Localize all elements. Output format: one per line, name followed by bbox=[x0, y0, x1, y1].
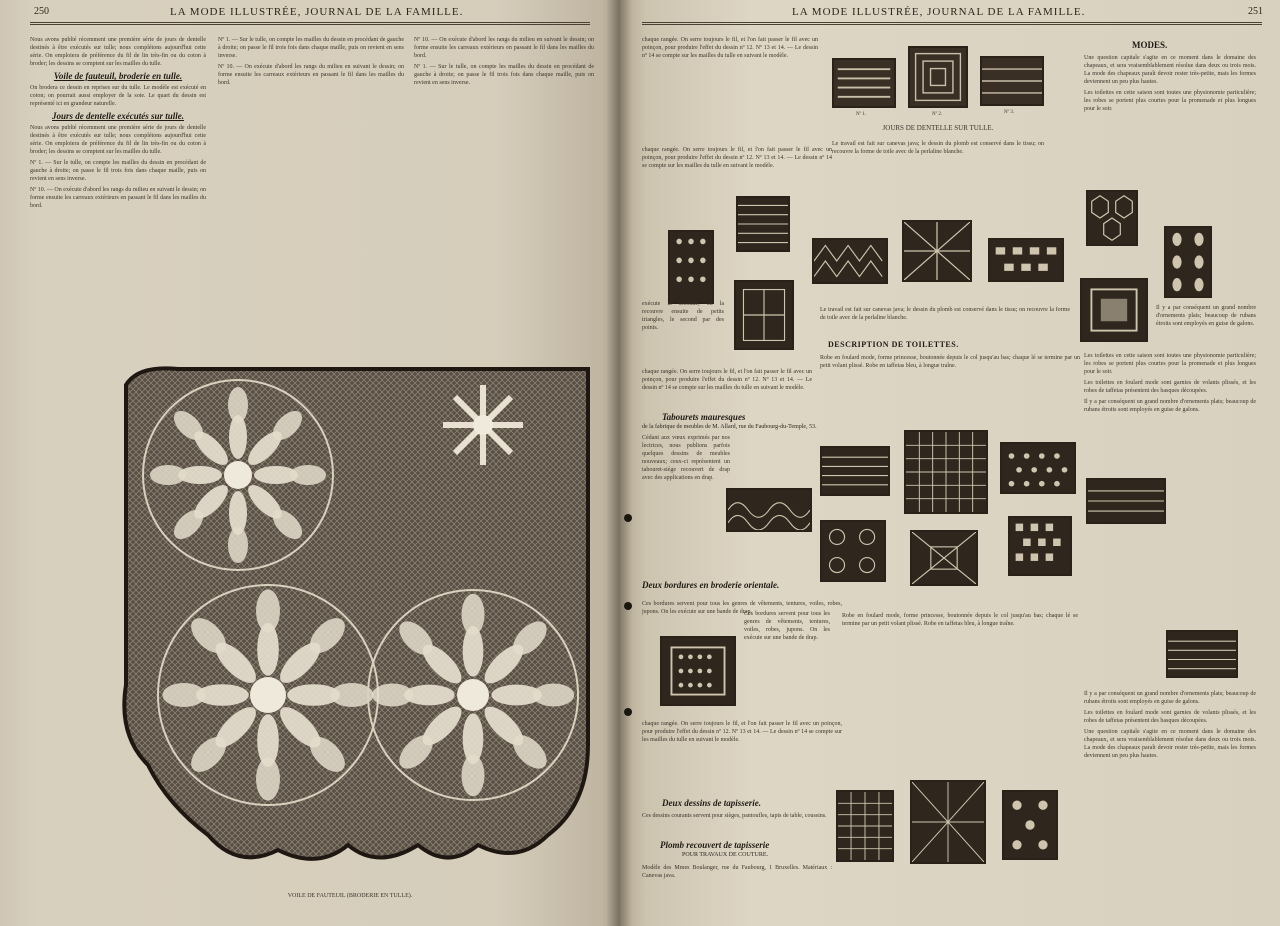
tapisserie-title: Deux dessins de tapisserie. bbox=[662, 798, 761, 808]
lace-swatch-3 bbox=[980, 56, 1044, 106]
tabourets-text-p: Cédant aux vœux exprimés par nos lectrices, nous publions parfois quelques dessins de meubles nouveaux; ceux-ci représentent un tabouret-siége recouvert de drap avec des applications en drap. bbox=[642, 435, 730, 481]
tapestry-swatch-1 bbox=[836, 790, 894, 862]
col2-text-b: Nº 10. — On exécute d'abord les rangs du milieu en suivant le dessin; on forme ensuite les carreaux extérieurs en passant le fil dans les mailles du bord. bbox=[218, 64, 404, 86]
lace-swatch-10 bbox=[1164, 226, 1212, 298]
modes-text-p: Une question capitale s'agite en ce moment dans le domaine des chapeaux, et sera vraisemblablement résolue dans deux ou trois mois. La mode des chapeaux paraît devoir rester très-petite, mais les formes deviennent un peu plus hautes. bbox=[1084, 55, 1256, 85]
modes-text-3 bbox=[1084, 690, 1256, 916]
lace-swatch-9 bbox=[1086, 190, 1138, 246]
lace-swatch-14 bbox=[904, 430, 988, 514]
right-page bbox=[620, 0, 1280, 926]
tabourets-title: Tabourets mauresques bbox=[662, 412, 746, 422]
tabourets-subtitle: de la fabrique de meubles de M. Allard, rue du Faubourg-du-Temple, 53. bbox=[642, 424, 817, 430]
plomb-title: Plomb recouvert de tapisserie bbox=[660, 840, 770, 850]
lace-swatch-6 bbox=[812, 238, 888, 284]
plomb-text-p: Modèle des Mmes Boulanger, rue du Faubourg, 1 Bruxelles. Matériaux : Canevas java. bbox=[642, 865, 832, 879]
modes-text-3-p2: Les toilettes en foulard mode sont garnies de volants plissés, et les robes de taffetas présentent des basques découpées. bbox=[1084, 710, 1256, 724]
header-rule bbox=[30, 22, 590, 23]
toilettes-text-p: Robe en foulard mode, forme princesse, boutonnée depuis le col jusqu'au bas; chaque lé se termine par un petit volant plissé. Robe en taffetas bleu, à longue traîne. bbox=[820, 355, 1080, 369]
intro-text: Nous avons publié récemment une première série de jours de dentelle destinés à être exécutés sur tulle; nous complétons aujourd'hui cette série. On emploiera de préférence du fil de lin très-fin ou du coton à broder; les dessins se comptent sur les mailles du tulle. bbox=[30, 37, 206, 67]
lace-swatch-12 bbox=[1080, 278, 1148, 342]
modes-text-2-p2: Les toilettes en foulard mode sont garnies de volants plissés, et les robes de taffetas présentent des basques découpées. bbox=[1084, 380, 1256, 394]
left-column-3 bbox=[414, 36, 594, 356]
modes-text-2-p3: Il y a par conséquent un grand nombre d'ornements plats; beaucoup de rubans étroits sont employés en guise de galons. bbox=[1084, 399, 1256, 413]
lace-swatch-5 bbox=[736, 196, 790, 252]
lace-swatch-2 bbox=[908, 46, 968, 108]
modes-text-side-p: Il y a par conséquent un grand nombre d'ornements plats; beaucoup de rubans étroits sont employés en guise de galons. bbox=[1156, 305, 1256, 327]
swatch-note bbox=[832, 140, 1044, 184]
right-running-title: LA MODE ILLUSTRÉE, JOURNAL DE LA FAMILLE. bbox=[792, 6, 1086, 18]
toilettes-title: DESCRIPTION DE TOILETTES. bbox=[828, 340, 959, 349]
col3-text: Nº 10. — On exécute d'abord les rangs du milieu en suivant le dessin; on forme ensuite les carreaux extérieurs en passant le fil dans les mailles du bord. bbox=[414, 37, 594, 59]
modes-text-3-p: Il y a par conséquent un grand nombre d'ornements plats; beaucoup de rubans étroits sont employés en guise de galons. bbox=[1084, 691, 1256, 705]
right-column-1-top bbox=[642, 36, 818, 146]
tapisserie-text-p: Ces dessins courants servent pour sièges, pantoufles, tapis de table, coussins. bbox=[642, 813, 827, 819]
section-text-jours: Nous avons publié récemment une première série de jours de dentelle destinés à être exécutés sur tulle; nous complétons aujourd'hui cette série. On emploiera de préférence du fil de lin très-fin ou du coton à broder; les dessins se comptent sur les mailles du tulle. bbox=[30, 125, 206, 155]
right-col1-text: chaque rangée. On serre toujours le fil, et l'on fait passer le fil avec un poinçon, pour produire l'effet du dessin nº 12. Nº 13 et 14. — Le dessin nº 14 se compte sur les mailles du tulle en suivant le modèle. bbox=[642, 37, 818, 59]
lace-swatch-8 bbox=[988, 238, 1064, 282]
header-rule-2 bbox=[30, 24, 590, 25]
col3-text-b: Nº 1. — Sur le tulle, on compte les mailles du dessin en procédant de gauche à droite; on passe le fil trois fois dans chaque maille, puis on revient en sens inverse. bbox=[414, 64, 594, 86]
section-text-jours-cont-2: Nº 10. — On exécute d'abord les rangs du milieu en suivant le dessin; on forme ensuite les carreaux extérieurs en passant le fil dans les mailles du bord. bbox=[30, 187, 206, 209]
lace-swatch-4 bbox=[668, 230, 714, 304]
section-text-jours-cont: Nº 1. — Sur le tulle, on compte les mailles du dessin en procédant de gauche à droite; on passe le fil trois fois dans chaque maille, puis on revient en sens inverse. bbox=[30, 160, 206, 182]
left-page bbox=[0, 0, 620, 926]
toilettes-text-2 bbox=[842, 612, 1078, 712]
swatch-label-1: Nº 1. bbox=[856, 112, 867, 117]
plomb-subtitle: POUR TRAVAUX DE COUTURE. bbox=[682, 852, 769, 858]
tabourets-text bbox=[642, 434, 730, 574]
bordures-title: Deux bordures en broderie orientale. bbox=[642, 580, 780, 590]
modes-text-2 bbox=[1084, 352, 1256, 622]
modes-text-2-p: Les toilettes en cette saison sont toutes une physionomie particulière; les robes se portent plus courtes pour la promenade et plus longues pour le soir. bbox=[1084, 353, 1256, 375]
swatch-label-3: Nº 3. bbox=[1004, 110, 1015, 115]
left-running-title: LA MODE ILLUSTRÉE, JOURNAL DE LA FAMILLE. bbox=[170, 6, 464, 18]
right-col1-text-d bbox=[642, 720, 842, 760]
lace-swatch-17 bbox=[820, 520, 886, 582]
section-text-voile: On brodera ce dessin en reprises sur du tulle. Le modèle est exécuté en coton; on pourrait aussi employer de la soie. Le quart du dessin est représenté ici en grandeur naturelle. bbox=[30, 85, 206, 107]
lace-swatch-16 bbox=[726, 488, 812, 532]
lace-caption: VOILE DE FAUTEUIL (BRODERIE EN TULLE). bbox=[287, 893, 413, 899]
modes-text-p-2: Les toilettes en cette saison sont toutes une physionomie particulière; les robes se portent plus courtes pour la promenade et plus longues pour le soir. bbox=[1084, 90, 1256, 112]
swatch-label-2: Nº 2. bbox=[932, 112, 943, 117]
swatches-caption-top: JOURS DE DENTELLE SUR TULLE. bbox=[882, 124, 994, 132]
right-col1-text-c-p: chaque rangée. On serre toujours le fil, et l'on fait passer le fil avec un poinçon, pour produire l'effet du dessin nº 12. Nº 13 et 14. — Le dessin nº 14 se compte sur les mailles du tulle en suivant le modèle. bbox=[642, 369, 812, 391]
modes-text-side bbox=[1156, 304, 1256, 344]
upholstery-note bbox=[820, 306, 1070, 330]
plomb-text bbox=[642, 864, 832, 888]
upholstery-note-p: Le travail est fait sur canevas java; le dessin du plomb est conservé dans le tissu; on recouvre la forme de toile avec de la perlaline blanche. bbox=[820, 307, 1070, 321]
lace-swatch-13 bbox=[820, 446, 890, 496]
bordures-text-col-p: Ces bordures servent pour tous les genres de vêtements, tentures, voiles, robes, jupons. On les exécute sur une bande de drap. bbox=[744, 611, 830, 641]
right-col1-text-c bbox=[642, 368, 812, 408]
right-page-number: 251 bbox=[1248, 6, 1263, 17]
header-rule-right bbox=[642, 22, 1262, 23]
modes-text-3-p3: Une question capitale s'agite en ce moment dans le domaine des chapeaux, et sera vraisemblablement résolue dans deux ou trois mois. La mode des chapeaux paraît devoir rester très-petite, mais les formes deviennent un peu plus hautes. bbox=[1084, 729, 1256, 759]
section-title-voile: Voile de fauteuil, broderie en tulle. bbox=[53, 71, 183, 81]
lace-swatch-11 bbox=[734, 280, 794, 350]
right-col-mid-text-p: exécute la seconde, on la recouvre ensuite de petits triangles, le second par des points. bbox=[642, 301, 724, 331]
lace-swatch-1 bbox=[832, 58, 896, 108]
page-gutter bbox=[606, 0, 632, 926]
lace-swatch-21 bbox=[1166, 630, 1238, 678]
tapestry-swatch-3 bbox=[1002, 790, 1058, 860]
bordures-text-p: Ces bordures servent pour tous les genres de vêtements, tentures, voiles, robes, jupons. On les exécute sur une bande de drap. bbox=[642, 601, 842, 615]
armchair-veil-lace-illustration bbox=[118, 365, 598, 870]
right-col1-text-d-p: chaque rangée. On serre toujours le fil, et l'on fait passer le fil avec un poinçon, pour produire l'effet du dessin nº 12. Nº 13 et 14. — Le dessin nº 14 se compte sur les mailles du tulle en suivant le modèle. bbox=[642, 721, 842, 743]
header-rule-right-2 bbox=[642, 24, 1262, 25]
border-embroidery-swatch bbox=[660, 636, 736, 706]
lace-swatch-19 bbox=[1008, 516, 1072, 576]
left-page-number: 250 bbox=[34, 6, 49, 17]
lace-swatch-15 bbox=[1000, 442, 1076, 494]
modes-text bbox=[1084, 54, 1256, 184]
modes-title: MODES. bbox=[1132, 40, 1168, 50]
right-col1-text-b: chaque rangée. On serre toujours le fil, et l'on fait passer le fil avec un poinçon, pour produire l'effet du dessin nº 12. Nº 13 et 14. — Le dessin nº 14 se compte sur les mailles du tulle en suivant le modèle. bbox=[642, 147, 832, 169]
lace-swatch-7 bbox=[902, 220, 972, 282]
tapestry-swatch-2 bbox=[910, 780, 986, 864]
left-column-2 bbox=[218, 36, 404, 356]
right-col-mid-text bbox=[642, 300, 724, 364]
col2-text: Nº 1. — Sur le tulle, on compte les mailles du dessin en procédant de gauche à droite; on passe le fil trois fois dans chaque maille, puis on revient en sens inverse. bbox=[218, 37, 404, 59]
tapisserie-text bbox=[642, 812, 828, 832]
section-title-jours: Jours de dentelle exécutés sur tulle. bbox=[52, 111, 184, 121]
lace-pattern-figure bbox=[118, 365, 598, 870]
toilettes-text bbox=[820, 354, 1080, 404]
toilettes-text-2-p: Robe en foulard mode, forme princesse, boutonnée depuis le col jusqu'au bas; chaque lé se termine par un petit volant plissé. Robe en taffetas bleu, à longue traîne. bbox=[842, 613, 1078, 627]
swatch-note-text: Le travail est fait sur canevas java; le dessin du plomb est conservé dans le tissu; on recouvre la forme de toile avec de la perlaline blanche. bbox=[832, 141, 1044, 155]
lace-swatch-18 bbox=[910, 530, 978, 586]
